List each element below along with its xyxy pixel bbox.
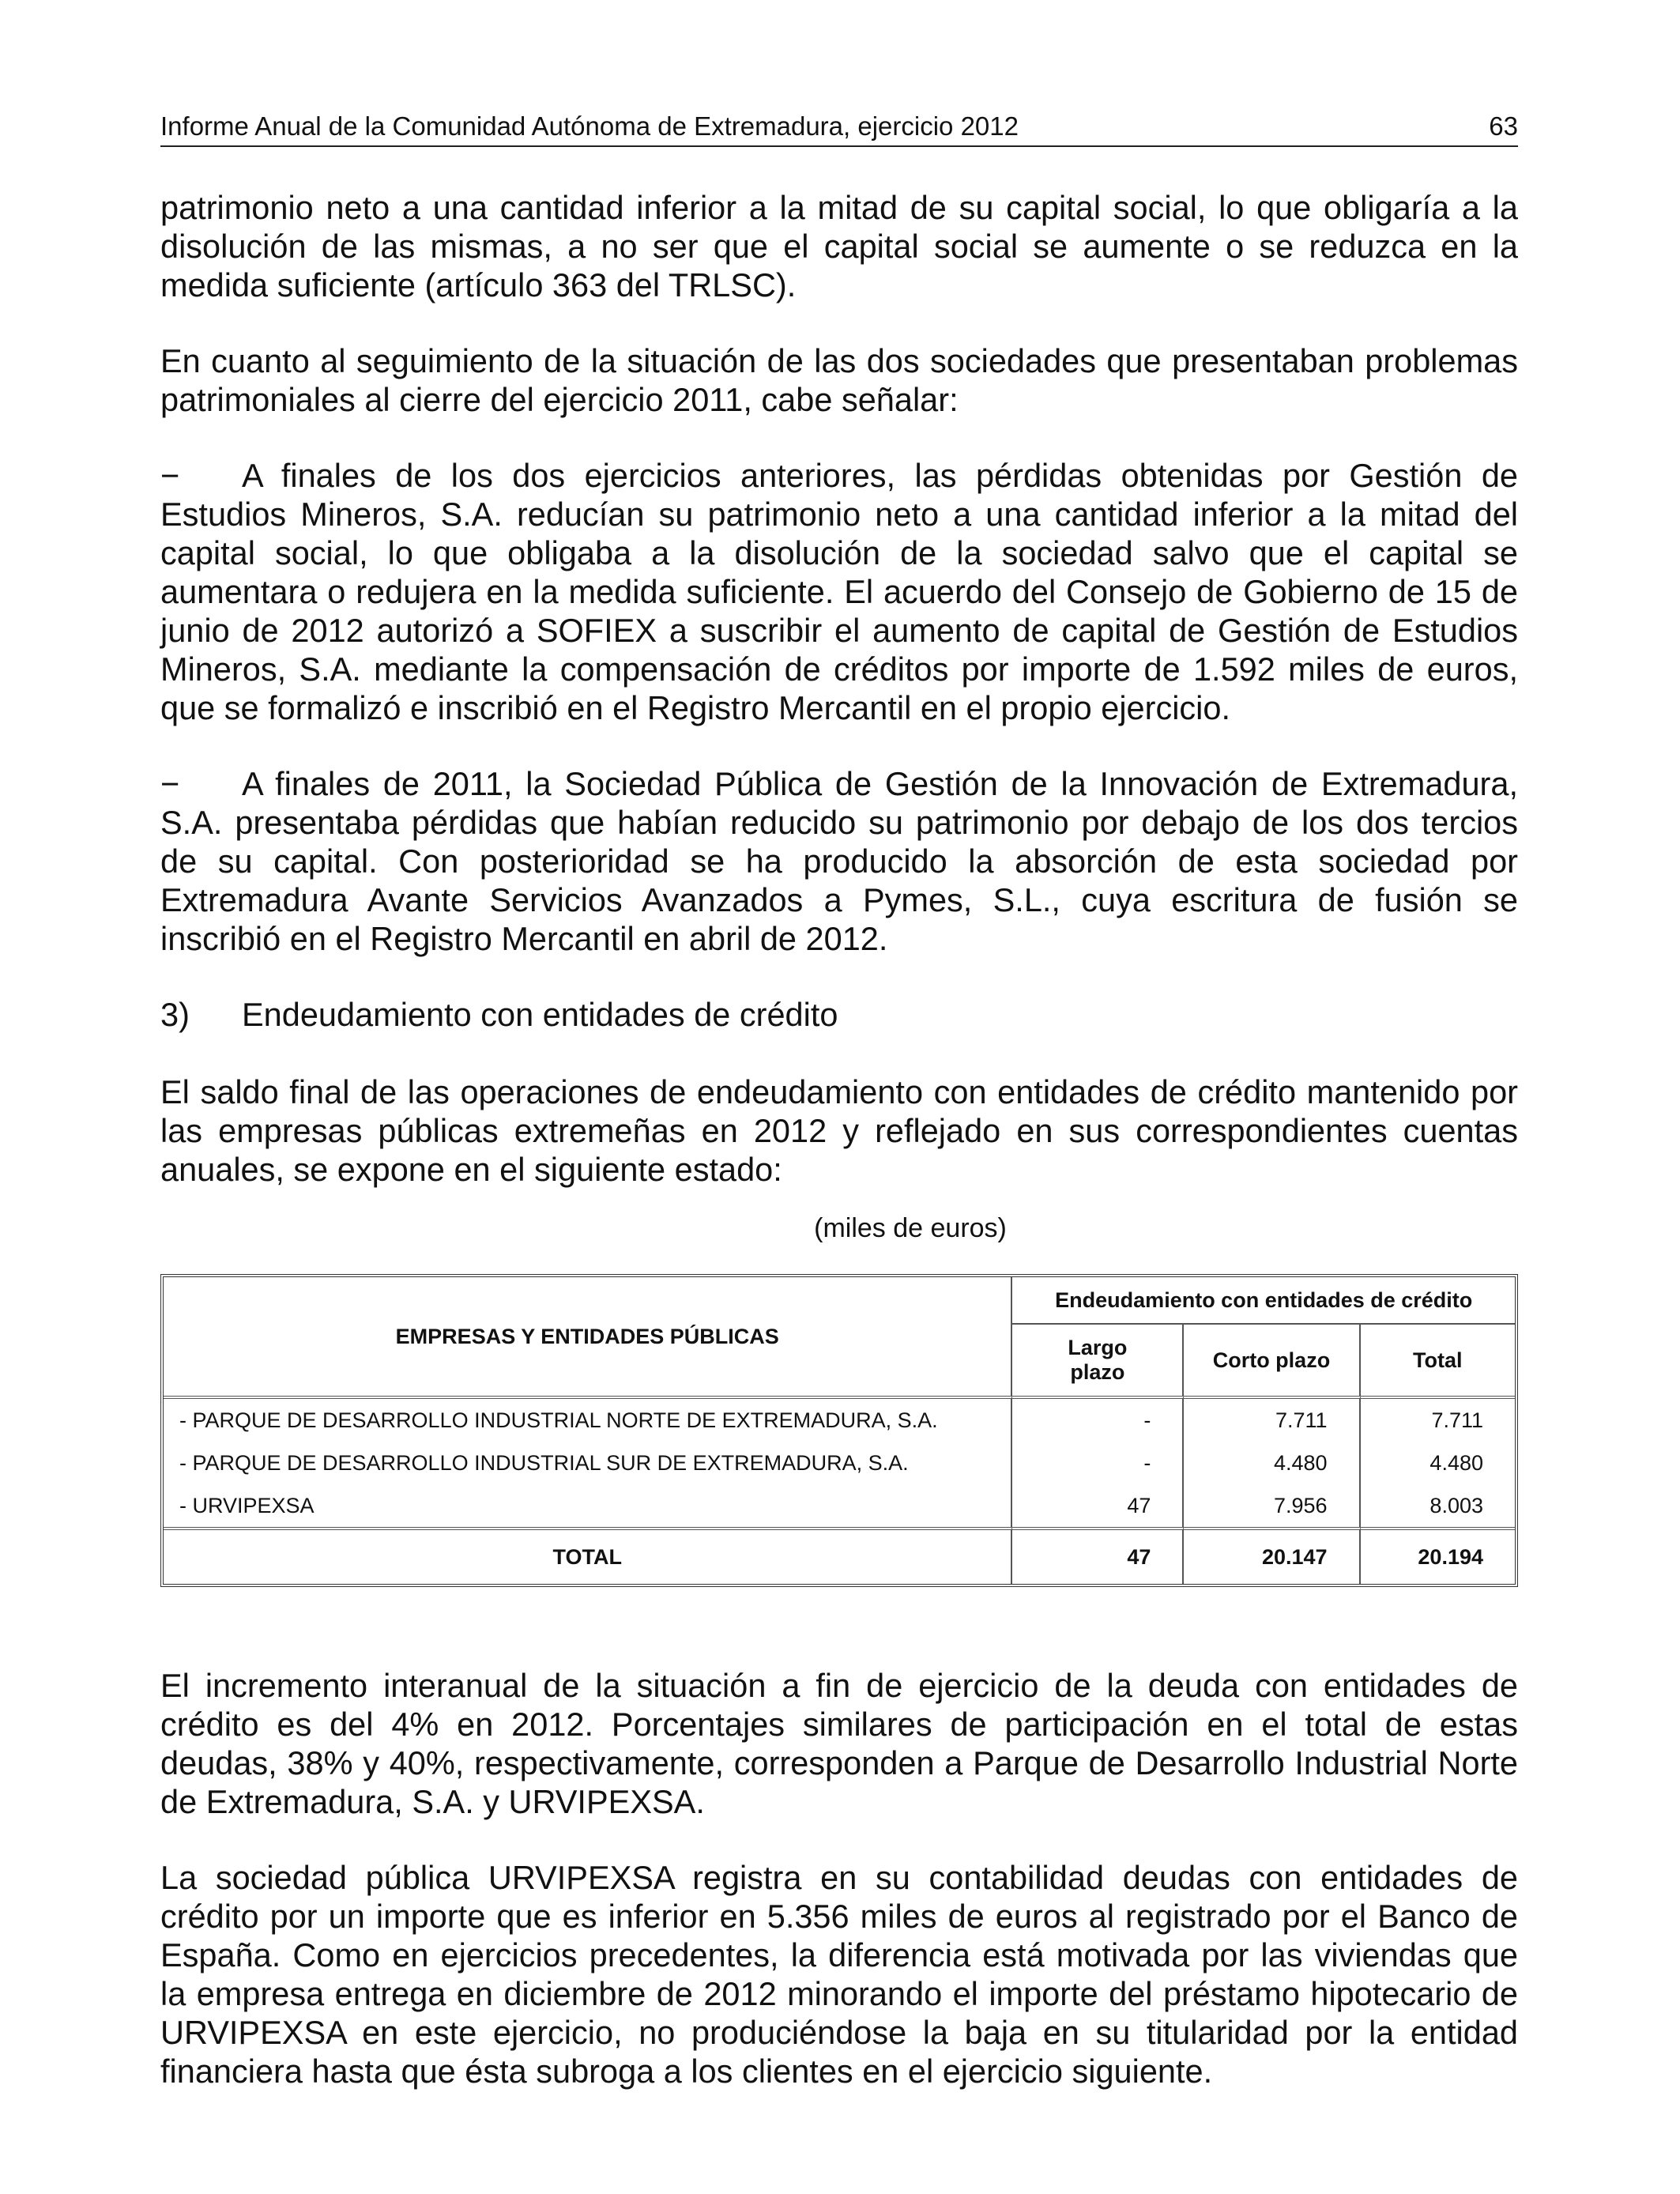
col-header-entities: EMPRESAS Y ENTIDADES PÚBLICAS bbox=[164, 1277, 1012, 1396]
document-page bbox=[160, 111, 1518, 2128]
bullet-text-1: A finales de los dos ejercicios anteriores, las pérdidas obtenidas por Gestión de Estudios Mineros, S.A. reducían su patrimonio neto a una cantidad inferior a la mitad del capital social, lo que obligaba a la disolución de la sociedad salvo que el capital se aumentara o redujera en la medida suficiente. El acuerdo del Consejo de Gobierno de 15 de junio de 2012 autorizó a SOFIEX a suscribir el aumento de capital de Gestión de Estudios Mineros, S.A. mediante la compensación de créditos por importe de 1.592 miles de euros, que se formalizó e inscribió en el Registro Mercantil en el propio ejercicio. bbox=[160, 457, 1518, 726]
col-header-total: Total bbox=[1413, 1348, 1463, 1372]
cell-total: 4.480 bbox=[1430, 1450, 1483, 1475]
section-number: 3) bbox=[160, 996, 190, 1033]
cell-corto: 7.956 bbox=[1184, 1484, 1360, 1527]
bullet-item-1 bbox=[160, 456, 1518, 727]
cell-largo: - bbox=[1012, 1396, 1184, 1442]
table-row bbox=[164, 1396, 1515, 1442]
cell-entity: - PARQUE DE DESARROLLO INDUSTRIAL SUR DE EXTREMADURA, S.A. bbox=[164, 1442, 1012, 1484]
body-text bbox=[160, 188, 1518, 2090]
cell-total: 8.003 bbox=[1430, 1493, 1483, 1517]
cell-total-largo: 47 bbox=[1012, 1527, 1184, 1584]
cell-corto: 4.480 bbox=[1184, 1442, 1360, 1484]
table-row bbox=[164, 1442, 1515, 1484]
cell-largo: - bbox=[1012, 1442, 1184, 1484]
after-table-section bbox=[160, 1666, 1518, 2090]
debt-table bbox=[160, 1274, 1518, 1587]
col-group-header: Endeudamiento con entidades de crédito bbox=[1012, 1277, 1515, 1325]
col-header-corto-plazo: Corto plazo bbox=[1184, 1325, 1360, 1396]
paragraph-2: En cuanto al seguimiento de la situación de las dos sociedades que presentaban problemas patrimoniales al cierre del ejercicio 2011, cabe señalar: bbox=[160, 342, 1518, 418]
section-title: Endeudamiento con entidades de crédito bbox=[242, 996, 838, 1033]
bullet-dash: − bbox=[160, 457, 180, 494]
cell-total: 7.711 bbox=[1361, 1396, 1515, 1442]
table-caption: (miles de euros) bbox=[814, 1213, 1007, 1243]
bullet-text-2: A finales de 2011, la Sociedad Pública de Gestión de la Innovación de Extremadura, S.A. presentaba pérdidas que habían reducido su patrimonio por debajo de los dos tercios de su capital. Con posterioridad se ha producido la absorción de esta sociedad por Extremadura Avante Servicios Avanzados a Pymes, S.L., cuya escritura de fusión se inscribió en el Registro Mercantil en abril de 2012. bbox=[160, 765, 1518, 957]
table-row bbox=[164, 1484, 1515, 1527]
bullet-dash: − bbox=[160, 765, 180, 802]
cell-entity: - PARQUE DE DESARROLLO INDUSTRIAL NORTE DE EXTREMADURA, S.A. bbox=[164, 1396, 1012, 1442]
paragraph-1: patrimonio neto a una cantidad inferior a la mitad de su capital social, lo que obligaría a la disolución de las mismas, a no ser que el capital social se aumente o se reduzca en la medida suficiente (artículo 363 del TRLSC). bbox=[160, 189, 1518, 303]
table-total-row bbox=[164, 1527, 1515, 1584]
cell-total-label: TOTAL bbox=[164, 1527, 1012, 1584]
paragraph-5: La sociedad pública URVIPEXSA registra en su contabilidad deudas con entidades de crédito por un importe que es inferior en 5.356 miles de euros al registrado por el Banco de España. Como en ejercicios precedentes, la diferencia está motivada por las viviendas que la empresa entrega en diciembre de 2012 minorando el importe del préstamo hipotecario de URVIPEXSA en este ejercicio, no produciéndose la baja en su titularidad por la entidad financiera hasta que ésta subroga a los clientes en el ejercicio siguiente. bbox=[160, 1859, 1518, 2090]
page-number: 63 bbox=[1489, 111, 1518, 141]
cell-total-total: 20.194 bbox=[1361, 1527, 1515, 1584]
paragraph-4: El incremento interanual de la situación a fin de ejercicio de la deuda con entidades de crédito es del 4% en 2012. Porcentajes similares de participación en el total de estas deudas, 38% y 40%, respectivamente, corresponden a Parque de Desarrollo Industrial Norte de Extremadura, S.A. y URVIPEXSA. bbox=[160, 1667, 1518, 1820]
section-heading-3 bbox=[160, 995, 1518, 1034]
col-header-largo-plazo: Largo plazo bbox=[1012, 1325, 1184, 1396]
bullet-item-2 bbox=[160, 764, 1518, 958]
header-title: Informe Anual de la Comunidad Autónoma de Extremadura, ejercicio 2012 bbox=[160, 111, 1019, 141]
page-header bbox=[160, 111, 1518, 147]
table-header-row bbox=[164, 1277, 1515, 1325]
cell-entity: - URVIPEXSA bbox=[164, 1484, 1012, 1527]
cell-corto: 7.711 bbox=[1184, 1396, 1360, 1442]
paragraph-3: El saldo final de las operaciones de endeudamiento con entidades de crédito mantenido por las empresas públicas extremeñas en 2012 y reflejado en sus correspondientes cuentas anuales, se expone en el siguiente estado: bbox=[160, 1073, 1518, 1188]
cell-total-corto: 20.147 bbox=[1184, 1527, 1360, 1584]
cell-largo: 47 bbox=[1012, 1484, 1184, 1527]
